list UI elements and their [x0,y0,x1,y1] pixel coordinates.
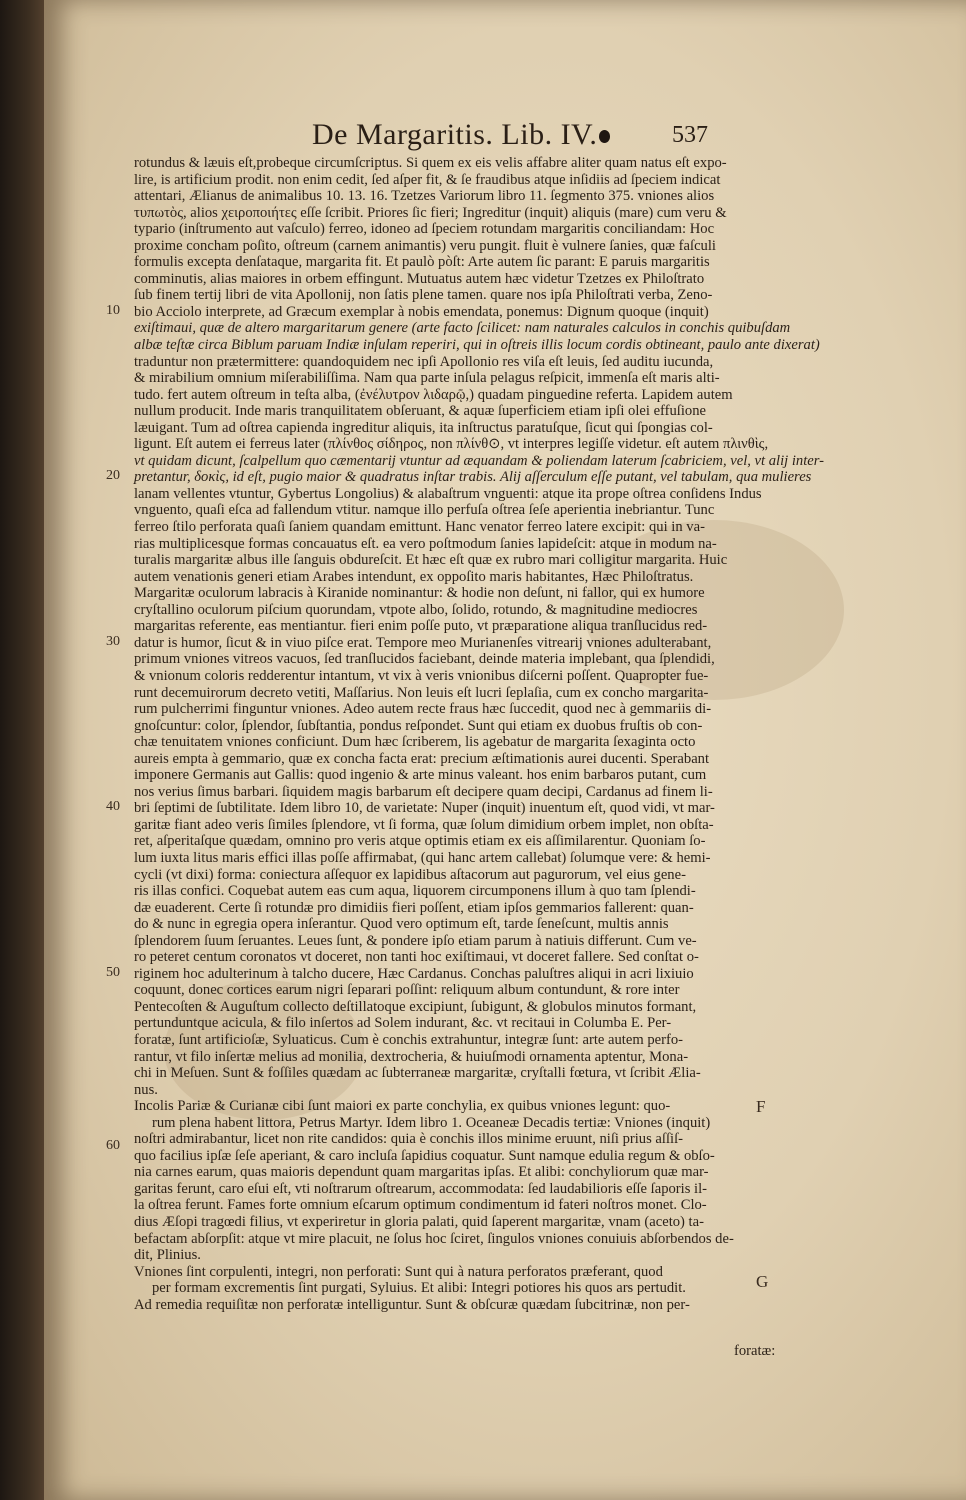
text-line: datur is humor, ſicut & in viuo piſce erat. Tempore meo Murianenſes vitrearij vniones adulterabant, [134,634,712,651]
text-line: nullum producit. Inde maris tranquilitatem obſeruant, & aquæ ſuperficiem etiam ipſi olei effuſione [134,403,706,420]
margin-letter: G [756,1272,769,1291]
text-line: per formam excrementis ſint purgati, Syluius. Et alibi: Integri potiores his quos ars pertudit. [152,1280,686,1297]
text-line: nos verius ſimus barbari. ſiquidem magis barbarum eſt decipere quam decipi, Cardanus ad finem li- [134,783,713,800]
text-line: formulis excepta denſataque, margarita fit. Et paulò pòſt: Arte autem ſic parant: E paruis margaritis [134,254,710,271]
text-line: læuigant. Tum ad oſtrea capienda ingreditur aliquis, ita inſtructus paratuſque, ſicut qui ſpongias col- [134,419,713,436]
text-line: pretantur, δοκὶς, id eſt, pugio maior & quadratus inſtar trabis. Alij aſſerculum eſſe putant, vel tabulam, qua mulieres [134,469,812,486]
text-line: riginem hoc adulterinum à talcho ducere, Hæc Cardanus. Conchas paluſtres aliqui in acri lixiuio [134,965,694,982]
text-line: nia carnes earum, quas maioris dependunt quam margaritas ipſas. Et alibi: conchyliorum quæ mar- [134,1164,709,1181]
line-number: 50 [106,965,120,980]
text-line: befactam abſorpſit: atque vt mire placuit, ne ſolus hoc ſciret, ſingulos vniones conuiuis abſorbendos de- [134,1230,734,1247]
text-line: Incolis Pariæ & Curianæ cibi ſunt maiori ex parte conchylia, ex quibus vniones legunt: quo- [134,1098,671,1115]
text-line: gnoſcuntur: color, ſplendor, ſubſtantia, pondus reſpondet. Sunt qui etiam ex duobus fruſtis ob con- [134,717,703,734]
text-line: rantur, vt filo inſertæ melius ad monilia, dextrocheria, & huiuſmodi ornamenta aptentur, Mona- [134,1048,689,1065]
text-line: typario (inſtrumento aut vaſculo) ferreo, idoneo ad ſpeciem rotundam margaritis conciliandam: Hoc [134,221,715,238]
text-line: autem venationis generi etiam Arabes intendunt, ex oppoſito maris habitantes, Hæc Philoſtratus. [134,568,694,585]
text-line: bri ſeptimi de ſubtilitate. Idem libro 10, de varietate: Nuper (inquit) inuentum eſt, quod vidi, vt mar- [134,800,715,817]
text-line: nus. [134,1081,158,1098]
text-line: cycli (vt dixi) forma: coniectura aſſequor ex lapidibus aſtacorum aut pagurorum, vel eius gene- [134,866,686,883]
text-line: ſub finem tertij libri de vita Apollonij, non ſatis plene tamen. quare nos ipſa Philoſtrati verba, Zeno- [134,287,713,304]
ink-blot [599,130,610,143]
text-line: aureis empta à gemmario, quæ ex concha facta erat: precium æſtimationis aurei ducenti. Sperabant [134,750,710,767]
text-line: primum vniones vitreos vacuos, ſed tranſlucidos faciebant, deinde materia implebant, qua ſplendidi, [134,651,715,668]
text-line: ſplendorem ſuum ſeruantes. Leues ſunt, & pondere ipſo etiam parum à natiuis differunt. Cum ve- [134,932,697,949]
text-line: vnguento, quaſi eſca ad fallendum vtitur. namque illo perfuſa oſtrea ſeſe aperientia inebriantur. Tunc [134,502,715,519]
text-line: ris illas confici. Coquebat autem eas cum aqua, liquorem circumponens illum à quo tam ſplendi- [134,883,696,900]
text-line: rias multiplicesque formas concauatus eſt. ea vero poſtmodum ſanies lapideſcit: atque in modum na- [134,535,717,552]
text-line: Vniones ſint corpulenti, integri, non perforati: Sunt qui à natura perforatos præferant, quod [134,1263,663,1280]
text-line: exiſtimaui, quæ de altero margaritarum genere (arte facto ſcilicet: nam naturales calculos in conchis quibuſdam [134,320,791,337]
text-line: & vnionum coloris redderentur intantum, vt vix à veris vnionibus diſcerni poſſent. Quapropter fue- [134,667,709,684]
text-line: rum plena habent littora, Petrus Martyr. Idem libro 1. Oceaneæ Decadis tertiæ: Vniones (inquit) [152,1114,711,1131]
text-line: garitæ fiant adeo veris ſimiles ſplendore, vt ſi forma, quæ ſolum dimidium orbem implet, non obſta- [134,816,714,833]
text-line: Margaritæ oculorum labracis à Kiranide nominantur: & hodie non deſunt, ni fallor, qui ex humore [134,585,705,602]
text-line: coquunt, donec cortices earum nigri ſeparari poſſint: reliquum album contundunt, & rore inter [134,982,680,999]
text-line: lire, is artificium prodit. non enim cedit, ſed aſper fit, & ſe fraudibus atque inſidiis ad ſpeciem indicat [134,171,721,188]
text-line: turalis margaritæ albus ille ſanguis obdureſcit. Et hæc eſt quæ ex rubro mari colligitur margarita. Huic [134,552,728,569]
text-line: imponere Germanis aut Gallis: quod ingenio & arte minus valeant. hos enim barbaros putant, cum [134,767,707,784]
text-line: garitas ferunt, caro eſui eſt, vti noſtrarum oſtrearum, accommodata: ſed laudabilioris eſſe ſaporis il- [134,1180,708,1197]
line-number: 10 [106,303,120,318]
text-line: τυπωτὸς, alios χειροποιήτες eſſe ſcribit. Priores ſic fieri; Ingreditur (inquit) aliquis (mare) cum veru & [134,204,727,221]
text-line: noſtri admirabantur, licet non rite candidos: quia è conchis illos minime eruunt, niſi prius aſſiſ- [134,1131,683,1148]
text-line: traduntur non prætermittere: quandoquidem nec ipſi Apollonio res viſa eſt leuis, ſed auditu iucunda, [134,353,714,370]
text-line: Ad remedia requiſitæ non perforatæ intelliguntur. Sunt & obſcuræ quædam ſubcitrinæ, non per- [134,1296,690,1313]
text-line: rum pulcherrimi finguntur vniones. Adeo autem recte fraus hæc ſuccedit, quod nec à gemmariis di- [134,701,712,718]
text-line: dæ euaderent. Certe ſi rotundæ pro dimidiis fieri poſſent, etiam ipſos gemmarios fallerent: quan- [134,899,694,916]
text-line: lum iuxta litus maris effici illas poſſe affirmabat, (qui hanc artem callebat) ſolumque vere: & hemi- [134,849,711,866]
text-line: chi in Meſuen. Sunt & foſſiles quædam ac ſubterraneæ margaritæ, cryſtalli fœtura, vt ſcribit Ælia- [134,1065,701,1082]
margin-letter: F [756,1097,766,1116]
text-line: foratæ, ſunt artificioſæ, Syluaticus. Cum è conchis extrahuntur, integræ ſunt: arte autem perfo- [134,1031,683,1048]
text-line: comminutis, alias maiores in orbem effingunt. Mutuatus autem hæc videtur Tzetzes ex Philoſtrato [134,270,705,287]
body-text [134,155,824,1330]
running-title: De Margaritis. Lib. IV. [312,118,598,151]
catchword: foratæ: [734,1343,776,1359]
page-header [44,118,966,154]
line-number: 20 [106,468,120,483]
text-line: ro peteret centum coronatos vt doceret, non tanti hoc exiſtimaui, vt doceret fallere. Sed conſtat o- [134,949,699,966]
text-line: quo facilius ipſæ ſeſe aperiant, & caro incluſa ſapidius coquatur. Sunt namque edulia regum & obſo- [134,1147,715,1164]
text-line: chæ tenuitatem vniones conficiunt. Dum hæc ſcriberem, lis agebatur de margarita ſexaginta octo [134,734,696,751]
text-line: dit, Plinius. [134,1247,201,1264]
text-line: margaritas referente, eas mentiantur. fieri enim poſſe puto, vt præparatione aliqua tranſlucidus red- [134,618,708,635]
text-line: cryſtallino oculorum piſcium quorundam, vtpote albo, ſolido, rotundo, & magnitudine mediocres [134,601,698,618]
text-line: ferreo ſtilo perforata quaſi ſaniem quandam emittunt. Hanc venator ferreo latere excipit: qui in va- [134,519,705,536]
text-line: tudo. fert autem oſtreum in teſta alba, (ἐνέλυτρον λιδαρῷ,) quadam pinguedine referta. Lapidem autem [134,386,733,403]
text-line: albæ teſtæ circa Biblum paruam Indiæ inſulam reperiri, qui in oſtreis illis locum cordis obtineant, paulo ante dixerat) [134,337,820,354]
line-number: 60 [106,1138,120,1153]
text-line: do & nunc in egregia opera inſerantur. Quod vero optimum eſt, tarde ſeneſcunt, multis annis [134,916,669,933]
text-line: proxime concham poſito, oſtreum (carnem animantis) veru pungit. fluit è vulnere ſanies, quæ faſculi [134,237,716,254]
page-number: 537 [672,122,708,148]
text-line: ret, aſperitaſque quædam, omnino pro veris atque optimis etiam ex eis aſſimilarentur. Quoniam ſo- [134,833,706,850]
text-line: lanam vellentes vtuntur, Gybertus Longolius) & alabaſtrum vnguenti: atque ita prope oſtrea conſidens Indus [134,485,762,502]
text-line: pertunduntque acicula, & filo inſertos ad Solem indurant, &c. vt recitaui in Columba E. Per- [134,1015,672,1032]
line-number: 30 [106,634,120,649]
text-line: la oſtrea ferunt. Fames forte omnium eſcarum optimum condimentum id fateri noſtros monet. Clo- [134,1197,707,1214]
text-line: attentari, Ælianus de animalibus 10. 13. 16. Tzetzes Variorum libro 11. ſegmento 375. vniones alios [134,188,715,205]
text-line: ligunt. Eſt autem ei ferreus later (πλίνθος σίδηρος, non πλίνθ⊙, vt interpres legiſſe videtur. eſt autem πλινθὶς, [134,436,769,453]
text-line: runt decemuirorum decreto vetiti, Maſſarius. Non leuis eſt lucri ſeplaſia, cum ex concho margarita- [134,684,709,701]
text-line: dius Æſopi tragœdi filius, vt experiretur in gloria palati, quid ſaperent margaritæ, vnam (aceto) ta- [134,1214,704,1230]
text-line: Pentecoſten & Auguſtum collecto deſtillatoque excipiunt, ſubigunt, & globulos minutos formant, [134,998,697,1015]
text-line: bio Acciolo interprete, ad Græcum exemplar à nobis emendata, ponemus: Dignum quoque (inquit) [134,303,709,320]
text-line: rotundus & læuis eſt,probeque circumſcriptus. Si quem ex eis velis affabre aliter quam natus eſt expo- [134,155,727,171]
text-line: & mirabilium omnium miſerabiliſſima. Nam qua parte inſula pelagus reſpicit, immenſa eſt maris alti- [134,370,720,387]
text-line: vt quidam dicunt, ſcalpellum quo cæmentarij vtuntur ad æquandam & poliendam laterum ſcabriciem, vel, vt alij inter- [134,452,824,469]
page [44,0,966,1500]
text-line [134,1313,746,1330]
line-number: 40 [106,799,120,814]
